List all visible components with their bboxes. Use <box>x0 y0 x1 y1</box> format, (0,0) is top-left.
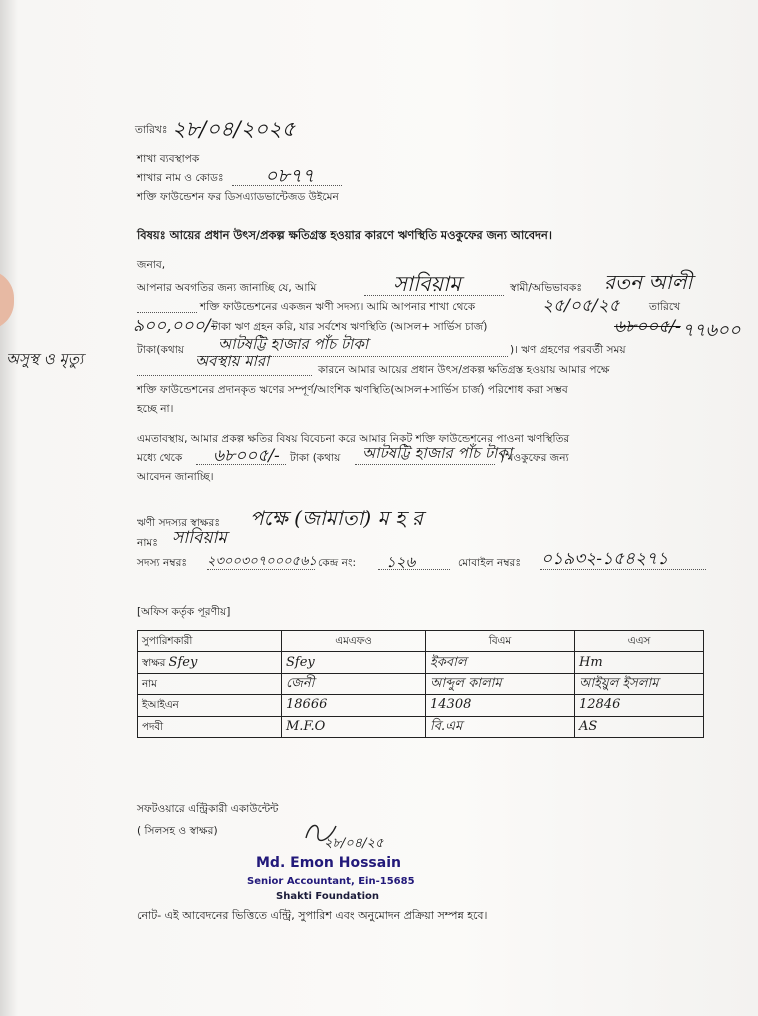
mfo-ein: 18666 <box>282 695 426 716</box>
applicant-name: সাবিয়াম <box>393 272 461 296</box>
as-ein: 12846 <box>575 695 704 716</box>
member-name: সাবিয়াম <box>172 528 227 548</box>
mfo-signature: Sfey <box>282 652 426 673</box>
member-signature: পক্ষে (জামাতা) ম হ র <box>250 506 423 530</box>
loan-date: ২৫/০৫/২৫ <box>542 296 620 316</box>
header-mfo: এমএফও <box>282 631 426 652</box>
addressee-line3: শক্তি ফাউন্ডেশন ফর ডিসএ্যাডভান্টেজড উইমেন <box>137 191 339 203</box>
table-row <box>138 695 704 716</box>
addressee-line1: শাখা ব্যবস্থাপক <box>137 153 200 165</box>
subject: বিষয়ঃ আয়ের প্রধান উৎস/প্রকল্প ক্ষতিগ্রস্ত হওয়ার কারণে ঋণস্থিতি মওকুফের জন্য আবেদন। <box>137 228 552 242</box>
header-bm: বিএম <box>426 631 575 652</box>
para2-suffix: ) মওকুফের জন্য <box>500 452 569 464</box>
member-no: ২৩০০৩০৭০০০৫৬১ <box>207 554 317 569</box>
waiver-amount: ৬৮০০৫/- <box>213 446 280 466</box>
table-row <box>138 673 704 694</box>
footer-note: নোট- এই আবেদনের ভিত্তিতে এন্ট্রি, সুপারিশ এবং অনুমোদন প্রক্রিয়া সম্পন্ন হবে। <box>137 909 488 922</box>
guardian-label: স্বামী/অভিভাবকঃ <box>510 282 583 294</box>
mobile-label: মোবাইল নম্বরঃ <box>458 557 522 569</box>
as-designation: AS <box>575 716 704 737</box>
bm-designation: বি.এম <box>426 716 575 737</box>
branch-label: শাখার নাম ও কোডঃ <box>137 172 224 184</box>
para2-prefix: মধ্যে থেকে <box>137 452 183 464</box>
reason-detail: অবস্থায় মারা <box>195 352 270 370</box>
margin-amount: ৭৭৬০০ <box>682 320 741 341</box>
after-text: )। ঋণ গ্রহণের পরবর্তী সময় <box>510 344 626 356</box>
reason-margin: অসুস্থ ও মৃত্যু <box>6 350 84 368</box>
loan-amount: ৯০০,০০০/- <box>133 316 217 336</box>
accountant-line2: ( সিলসহ ও স্বাক্ষর) <box>137 825 218 837</box>
row-label-signature: স্বাক্ষর Sfey <box>138 652 282 673</box>
recommendation-table <box>137 630 704 738</box>
para1-line5: শক্তি ফাউন্ডেশনের প্রদানকৃত ঋণের সম্পূর্ণ/আংশিক ঋণস্থিতি(আসল+সার্ভিস চার্জ) পরিশোধ করা সম্ভব <box>137 384 568 396</box>
sig-label: ঋণী সদস্যর স্বাক্ষরঃ <box>137 517 220 529</box>
row-label-designation: পদবী <box>138 716 282 737</box>
center-label: কেন্দ্র নং: <box>318 557 357 569</box>
as-name: আইয়ুল ইসলাম <box>575 673 704 694</box>
office-section-title: [অফিস কর্তৃক পূরণীয়] <box>137 606 231 618</box>
date-label: তারিখঃ <box>135 124 168 136</box>
bm-name: আব্দুল কালাম <box>426 673 575 694</box>
line4-text: কারনে আমার আয়ের প্রধান উৎস/প্রকল্প ক্ষতিগ্রস্ত হওয়ায় আমার পক্ষে <box>318 364 610 376</box>
name-label: নামঃ <box>137 537 158 549</box>
row-label-name: নাম <box>138 673 282 694</box>
center-no: ১২৬ <box>386 553 416 571</box>
header-as: এএস <box>575 631 704 652</box>
accountant-sign-date: ২৮/০৪/২৫ <box>324 836 384 851</box>
member-no-label: সদস্য নম্বরঃ <box>137 557 188 569</box>
para2-line3: আবেদন জানাচ্ছি। <box>137 471 214 483</box>
date-value: ২৮/০৪/২০২৫ <box>172 117 296 141</box>
table-header-row <box>138 631 704 652</box>
as-signature: Hm <box>575 652 704 673</box>
para1-intro: আপনার অবগতির জন্য জানাচ্ছি যে, আমি <box>137 282 317 294</box>
amount-in-words: আটষট্টি হাজার পাঁচ টাকা <box>218 335 369 353</box>
loan-text: টাকা ঋণ গ্রহন করি, যার সর্বশেষ ঋণস্থিতি (আসল+ সার্ভিস চার্জ) <box>212 321 488 333</box>
date-suffix: তারিখে <box>649 301 681 313</box>
para1-line6: হচ্ছে না। <box>137 403 174 415</box>
reason-dots <box>137 375 312 376</box>
mobile-no: ০১৯৩২-১৫৪২৭১ <box>541 549 669 569</box>
salutation: জনাব, <box>137 259 166 271</box>
stamp-org: Shakti Foundation <box>276 891 380 902</box>
bm-ein: 14308 <box>426 695 575 716</box>
balance-amount: ৬৮০০৫/- <box>614 317 681 337</box>
para2-line1: এমতাবস্থায়, আমার প্রকল্প ক্ষতির বিষয় বিবেচনা করে আমার নিকট শক্তি ফাউন্ডেশনের পাওনা ঋণস্থিতির <box>137 433 570 445</box>
mfo-name: জেনী <box>282 673 426 694</box>
stamp-title: Senior Accountant, Ein-15685 <box>247 876 415 887</box>
member-text: শক্তি ফাউন্ডেশনের একজন ঋণী সদস্য। আমি আপনার শাখা থেকে <box>200 301 476 313</box>
table-row <box>138 652 704 673</box>
waiver-words: আটষট্টি হাজার পাঁচ টাকা <box>362 444 513 462</box>
mfo-designation: M.F.O <box>282 716 426 737</box>
taka-label: টাকা(কথায় <box>137 344 185 356</box>
branch-value: ০৮৭৭ <box>265 165 315 187</box>
row-label-ein: ইআইএন <box>138 695 282 716</box>
header-recommender: সুপারিশকারী <box>138 631 282 652</box>
finger-shadow <box>0 270 14 330</box>
accountant-line1: সফটওয়ারে এন্ট্রিকারী একাউন্টেন্ট <box>137 803 279 815</box>
para2-taka-label: টাকা (কথায় <box>290 452 341 464</box>
table-row <box>138 716 704 737</box>
stamp-name: Md. Emon Hossain <box>256 855 401 871</box>
bm-signature: ইকবাল <box>426 652 575 673</box>
guardian-name: রতন আলী <box>604 270 693 294</box>
